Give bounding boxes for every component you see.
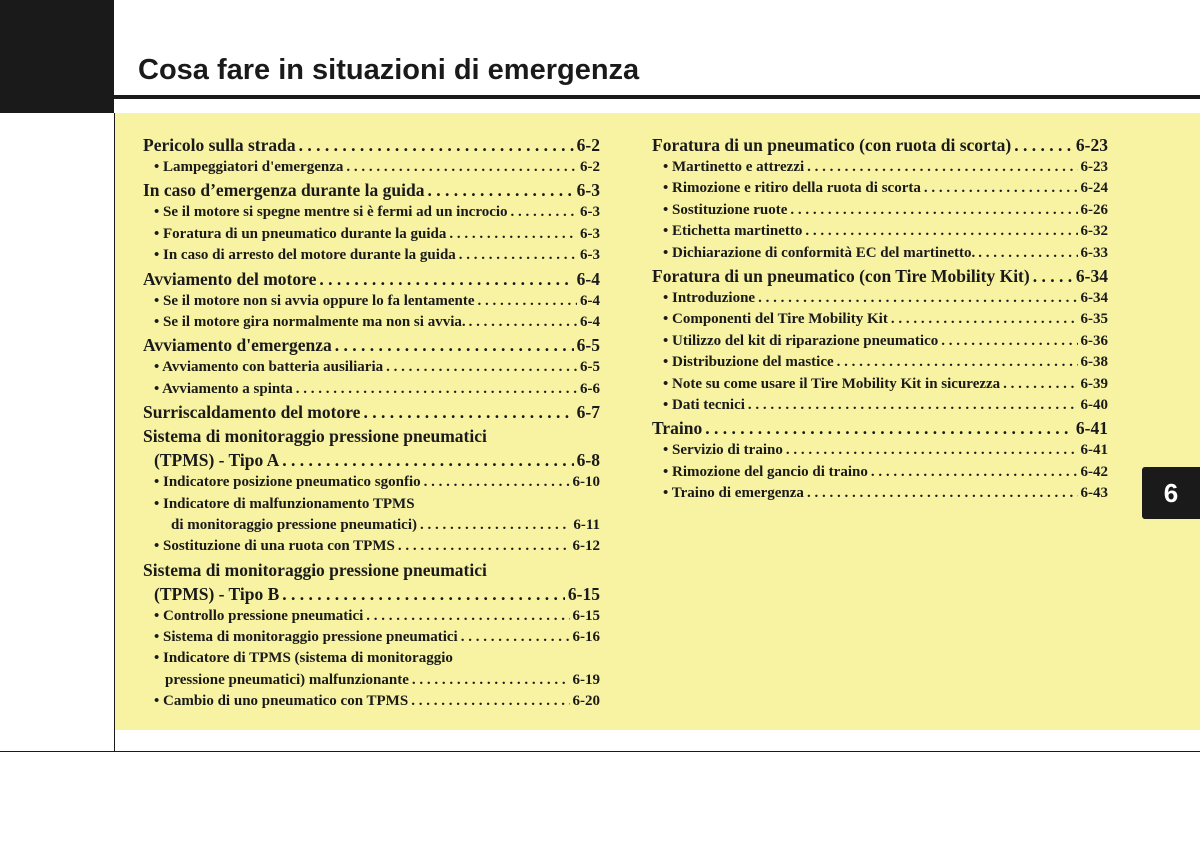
toc-subentry[interactable]: di monitoraggio pressione pneumatici) . . . 6-11 [143, 515, 600, 536]
toc-subentry[interactable]: pressione pneumatici) malfunzionante . . . 6-19 [143, 670, 600, 691]
toc-entry[interactable]: Traino . . . 6-41 [652, 416, 1108, 440]
toc-subentry[interactable]: • Servizio di traino . . . 6-41 [652, 440, 1108, 461]
toc-left-column [143, 133, 600, 713]
toc-subentry[interactable]: • Note su come usare il Tire Mobility Kit in sicurezza . . . 6-39 [652, 374, 1108, 395]
toc-entry-line: Sistema di monitoraggio pressione pneumatici [143, 426, 487, 447]
toc-subentry[interactable]: • Se il motore non si avvia oppure lo fa lentamente . . . 6-4 [143, 291, 600, 312]
toc-subentry[interactable]: • Avviamento con batteria ausiliaria . . . 6-5 [143, 357, 600, 378]
toc-entry[interactable]: Foratura di un pneumatico (con Tire Mobility Kit) . . . 6-34 [652, 264, 1108, 288]
chapter-tab[interactable]: 6 [1142, 467, 1200, 519]
title-rule [114, 95, 1200, 99]
toc-entry[interactable]: (TPMS) - Tipo B . . . 6-15 [143, 582, 600, 606]
toc-subentry[interactable]: • Rimozione e ritiro della ruota di scorta . . . 6-24 [652, 178, 1108, 199]
toc-subentry[interactable]: • Indicatore posizione pneumatico sgonfio . . . 6-10 [143, 472, 600, 493]
toc-subentry[interactable]: • Martinetto e attrezzi . . . 6-23 [652, 157, 1108, 178]
toc-entry-line: Sistema di monitoraggio pressione pneumatici [143, 559, 487, 580]
toc-subentry[interactable]: • Se il motore gira normalmente ma non si avvia. . . . 6-4 [143, 312, 600, 333]
bottom-rule [0, 751, 1200, 752]
toc-subentry[interactable]: • Sostituzione ruote . . . 6-26 [652, 200, 1108, 221]
toc-subentry[interactable]: • Traino di emergenza . . . 6-43 [652, 483, 1108, 504]
toc-subentry-line: • Indicatore di malfunzionamento TPMS [154, 495, 415, 512]
toc-subentry[interactable]: • Dichiarazione di conformità EC del martinetto. . . . 6-33 [652, 243, 1108, 264]
toc-subentry[interactable]: • Introduzione . . . 6-34 [652, 288, 1108, 309]
toc-subentry[interactable]: • Utilizzo del kit di riparazione pneumatico . . . 6-36 [652, 331, 1108, 352]
toc-subentry[interactable]: • In caso di arresto del motore durante la guida . . . 6-3 [143, 245, 600, 266]
toc-subentry[interactable]: • Lampeggiatori d'emergenza . . . 6-2 [143, 157, 600, 178]
toc-subentry[interactable]: • Se il motore si spegne mentre si è fermi ad un incrocio . . . 6-3 [143, 202, 600, 223]
toc-entry[interactable]: Foratura di un pneumatico (con ruota di scorta) . . . 6-23 [652, 133, 1108, 157]
toc-subentry[interactable]: • Etichetta martinetto . . . 6-32 [652, 221, 1108, 242]
toc-entry[interactable]: Avviamento del motore . . . 6-4 [143, 267, 600, 291]
toc-subentry[interactable]: • Distribuzione del mastice . . . 6-38 [652, 352, 1108, 373]
toc-entry[interactable]: Avviamento d'emergenza . . . 6-5 [143, 333, 600, 357]
toc-subentry[interactable]: • Avviamento a spinta . . . 6-6 [143, 379, 600, 400]
toc-entry[interactable]: (TPMS) - Tipo A . . . 6-8 [143, 448, 600, 472]
toc-entry[interactable]: Pericolo sulla strada . . . 6-2 [143, 133, 600, 157]
toc-subentry[interactable]: • Dati tecnici . . . 6-40 [652, 395, 1108, 416]
page-title: Cosa fare in situazioni di emergenza [138, 54, 640, 86]
corner-block [0, 0, 114, 113]
toc-subentry[interactable]: • Controllo pressione pneumatici . . . 6-15 [143, 606, 600, 627]
toc-subentry[interactable]: • Sostituzione di una ruota con TPMS . . . 6-12 [143, 536, 600, 557]
toc-subentry[interactable]: • Rimozione del gancio di traino . . . 6-42 [652, 462, 1108, 483]
toc-subentry[interactable]: • Foratura di un pneumatico durante la guida . . . 6-3 [143, 224, 600, 245]
toc-entry[interactable]: Surriscaldamento del motore . . . 6-7 [143, 400, 600, 424]
toc-subentry[interactable]: • Cambio di uno pneumatico con TPMS . . . 6-20 [143, 691, 600, 712]
toc-subentry[interactable]: • Sistema di monitoraggio pressione pneumatici . . . 6-16 [143, 627, 600, 648]
toc-subentry[interactable]: • Componenti del Tire Mobility Kit . . . 6-35 [652, 309, 1108, 330]
toc-subentry-line: • Indicatore di TPMS (sistema di monitoraggio [154, 650, 453, 667]
toc-entry[interactable]: In caso d’emergenza durante la guida . . . 6-3 [143, 178, 600, 202]
toc-right-column [652, 133, 1108, 504]
